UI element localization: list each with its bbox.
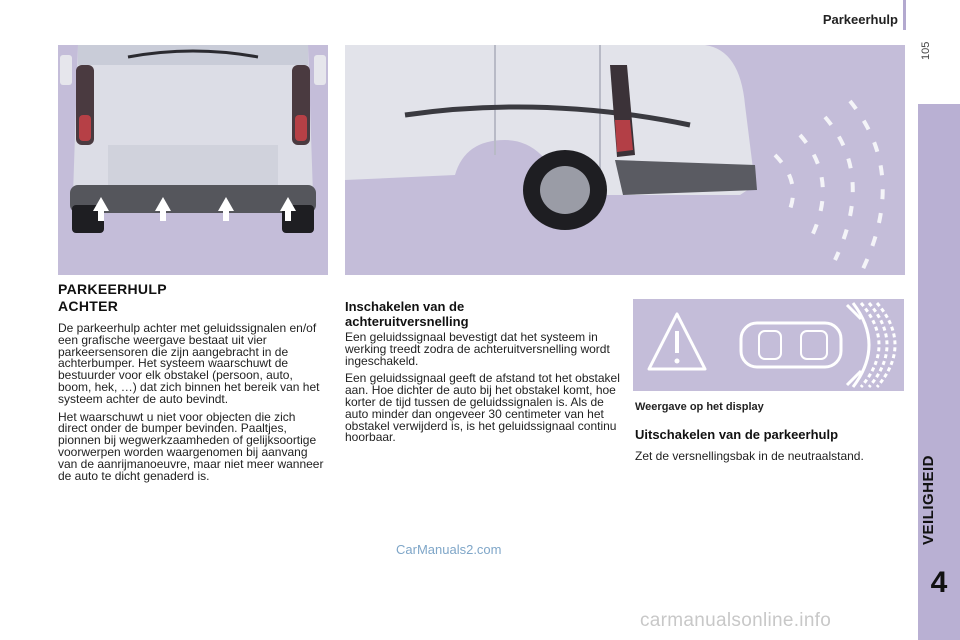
paragraph: Het waarschuwt u niet voor objecten die zich direct onder de bumper bevinden. Paaltjes, pionnen bij wegwerkzaamheden of gelijksoortige voorwerpen worden waargenomen bij aanvang van de aanrijmanoeuvre, maar niet meer wanneer de auto te dicht genaderd is.: [58, 409, 324, 483]
car-top-view-icon: [741, 323, 841, 367]
paragraph: Zet de versnellingsbak in de neutraalstand.: [635, 449, 864, 463]
page-number: 105: [920, 41, 932, 60]
running-header: Parkeerhulp: [822, 12, 898, 27]
paragraph: De parkeerhulp achter met geluidssignalen en/of een grafische weergave bestaat uit vier parkeersensoren die zijn aangebracht in de achterbumper. Het systeem waarschuwt de bestuurder voor elk obstakel (persoon, auto, boom, hek, …) dat zich binnen het bereik van het systeem achter de auto bevindt.: [58, 321, 320, 406]
car-rear-sensors-icon: [58, 45, 328, 275]
chapter-label: VEILIGHEID: [920, 454, 937, 545]
section-title: PARKEERHULP ACHTER: [58, 281, 167, 314]
rear-sensors-illustration: [58, 45, 328, 275]
column-1-text: [58, 323, 328, 488]
column-2-text: [345, 332, 620, 450]
chapter-number: 4: [930, 566, 948, 599]
display-caption: Weergave op het display: [635, 401, 764, 413]
site-watermark[interactable]: CarManuals2.com: [396, 542, 502, 557]
paragraph: Een geluidssignaal bevestigt dat het systeem in werking treedt zodra de achteruitversnelling wordt ingeschakeld.: [345, 330, 610, 368]
car-side-soundwaves-icon: [345, 45, 905, 275]
disable-heading: Uitschakelen van de parkeerhulp: [635, 427, 839, 442]
sensor-waves-icon: [847, 303, 895, 387]
reverse-gear-heading: Inschakelen van de achteruitversnelling: [345, 299, 469, 329]
column-3-text: [635, 451, 895, 469]
paragraph: Een geluidssignaal geeft de afstand tot het obstakel aan. Hoe dichter de auto bij het obstakel komt, hoe korter de tijd tussen de geluidssignalen is. Als de auto minder dan ongeveer 30 centimeter van het obstakel verwijderd is, is het geluidssignaal continu hoorbaar.: [345, 371, 620, 445]
soundwave-illustration: [345, 45, 905, 275]
warning-triangle-icon: [649, 314, 705, 369]
chapter-side-tab: [918, 104, 960, 640]
display-illustration: [633, 299, 904, 391]
header-rule: [903, 0, 906, 30]
footer-watermark: carmanualsonline.info: [640, 610, 832, 631]
